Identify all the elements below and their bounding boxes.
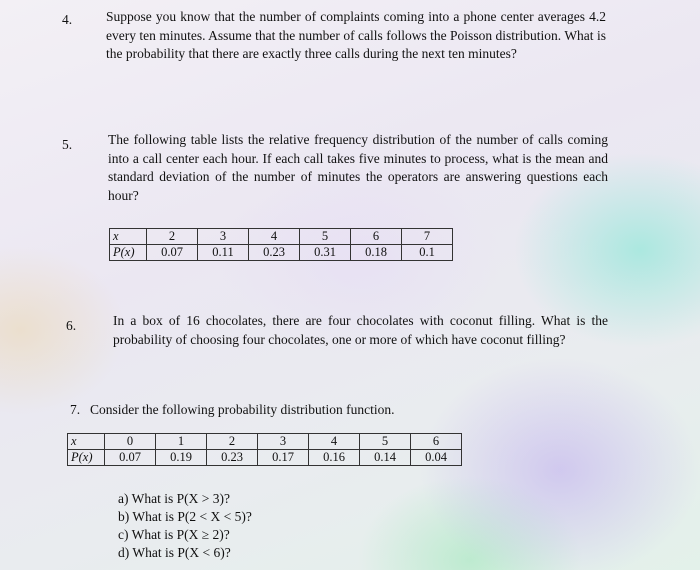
q7-part-text: What is P(X < 6)? bbox=[132, 545, 231, 560]
q4-number: 4. bbox=[62, 12, 73, 27]
q7-p-cell: 0.07 bbox=[105, 450, 156, 466]
q5-p-row bbox=[110, 245, 453, 261]
q7-number: 7. bbox=[70, 402, 81, 417]
q5-p-cell: 0.18 bbox=[351, 245, 402, 261]
q7-part-label: a) bbox=[118, 491, 129, 506]
q5-x-cell: 3 bbox=[198, 229, 249, 245]
q5-number: 5. bbox=[62, 137, 73, 152]
q6-number: 6. bbox=[66, 318, 77, 333]
q7-p-cell: 0.16 bbox=[309, 450, 360, 466]
q7-text: Consider the following probability distribution function. bbox=[90, 402, 395, 417]
q7-x-cell: 5 bbox=[360, 434, 411, 450]
q5-p-label: P(x) bbox=[110, 245, 147, 261]
q7-x-cell: 1 bbox=[156, 434, 207, 450]
q7-part-label: d) bbox=[118, 545, 130, 560]
q7-x-cell: 6 bbox=[411, 434, 462, 450]
q6-text: In a box of 16 chocolates, there are four chocolates with coconut filling. What is the probability of choosing four chocolates, one or more of which have coconut filling? bbox=[113, 313, 608, 347]
q4-text: Suppose you know that the number of complaints coming into a phone center averages 4.2 every ten minutes. Assume that the number of calls follows the Poisson distribution. What is the probability that there are exactly three calls during the next ten minutes? bbox=[106, 9, 606, 61]
q7-part-b bbox=[118, 508, 252, 526]
q7-distribution-table bbox=[67, 433, 462, 466]
q7-p-cell: 0.14 bbox=[360, 450, 411, 466]
q7-p-cell: 0.23 bbox=[207, 450, 258, 466]
q5-x-cell: 6 bbox=[351, 229, 402, 245]
q5-x-cell: 4 bbox=[249, 229, 300, 245]
q7-x-cell: 3 bbox=[258, 434, 309, 450]
q7-p-cell: 0.17 bbox=[258, 450, 309, 466]
q7-p-cell: 0.04 bbox=[411, 450, 462, 466]
q7-p-row bbox=[68, 450, 462, 466]
q7-part-text: What is P(X > 3)? bbox=[131, 491, 230, 506]
q7-x-row bbox=[68, 434, 462, 450]
q7-part-a bbox=[118, 490, 252, 508]
q7-part-label: b) bbox=[118, 509, 130, 524]
q5-x-cell: 7 bbox=[402, 229, 453, 245]
q5-p-cell: 0.31 bbox=[300, 245, 351, 261]
q7-x-cell: 4 bbox=[309, 434, 360, 450]
q7-p-label: P(x) bbox=[68, 450, 105, 466]
q7-x-cell: 0 bbox=[105, 434, 156, 450]
q7-p-cell: 0.19 bbox=[156, 450, 207, 466]
q5-p-cell: 0.1 bbox=[402, 245, 453, 261]
q5-p-cell: 0.07 bbox=[147, 245, 198, 261]
q7-x-label: x bbox=[68, 434, 105, 450]
q7-part-text: What is P(2 < X < 5)? bbox=[132, 509, 252, 524]
q5-p-cell: 0.11 bbox=[198, 245, 249, 261]
q5-x-cell: 5 bbox=[300, 229, 351, 245]
q7-parts-list bbox=[118, 490, 252, 562]
q7-part-text: What is P(X ≥ 2)? bbox=[131, 527, 230, 542]
q5-distribution-table bbox=[109, 228, 453, 261]
q5-text: The following table lists the relative frequency distribution of the number of calls coming into a call center each hour. If each call takes five minutes to process, what is the mean and standard deviation of the number of minutes the operators are answering questions each hour? bbox=[108, 132, 608, 203]
q5-x-row bbox=[110, 229, 453, 245]
q7-x-cell: 2 bbox=[207, 434, 258, 450]
q5-x-label: x bbox=[110, 229, 147, 245]
q5-p-cell: 0.23 bbox=[249, 245, 300, 261]
q7-part-c bbox=[118, 526, 252, 544]
q5-x-cell: 2 bbox=[147, 229, 198, 245]
q7-part-label: c) bbox=[118, 527, 129, 542]
q7-part-d bbox=[118, 544, 252, 562]
